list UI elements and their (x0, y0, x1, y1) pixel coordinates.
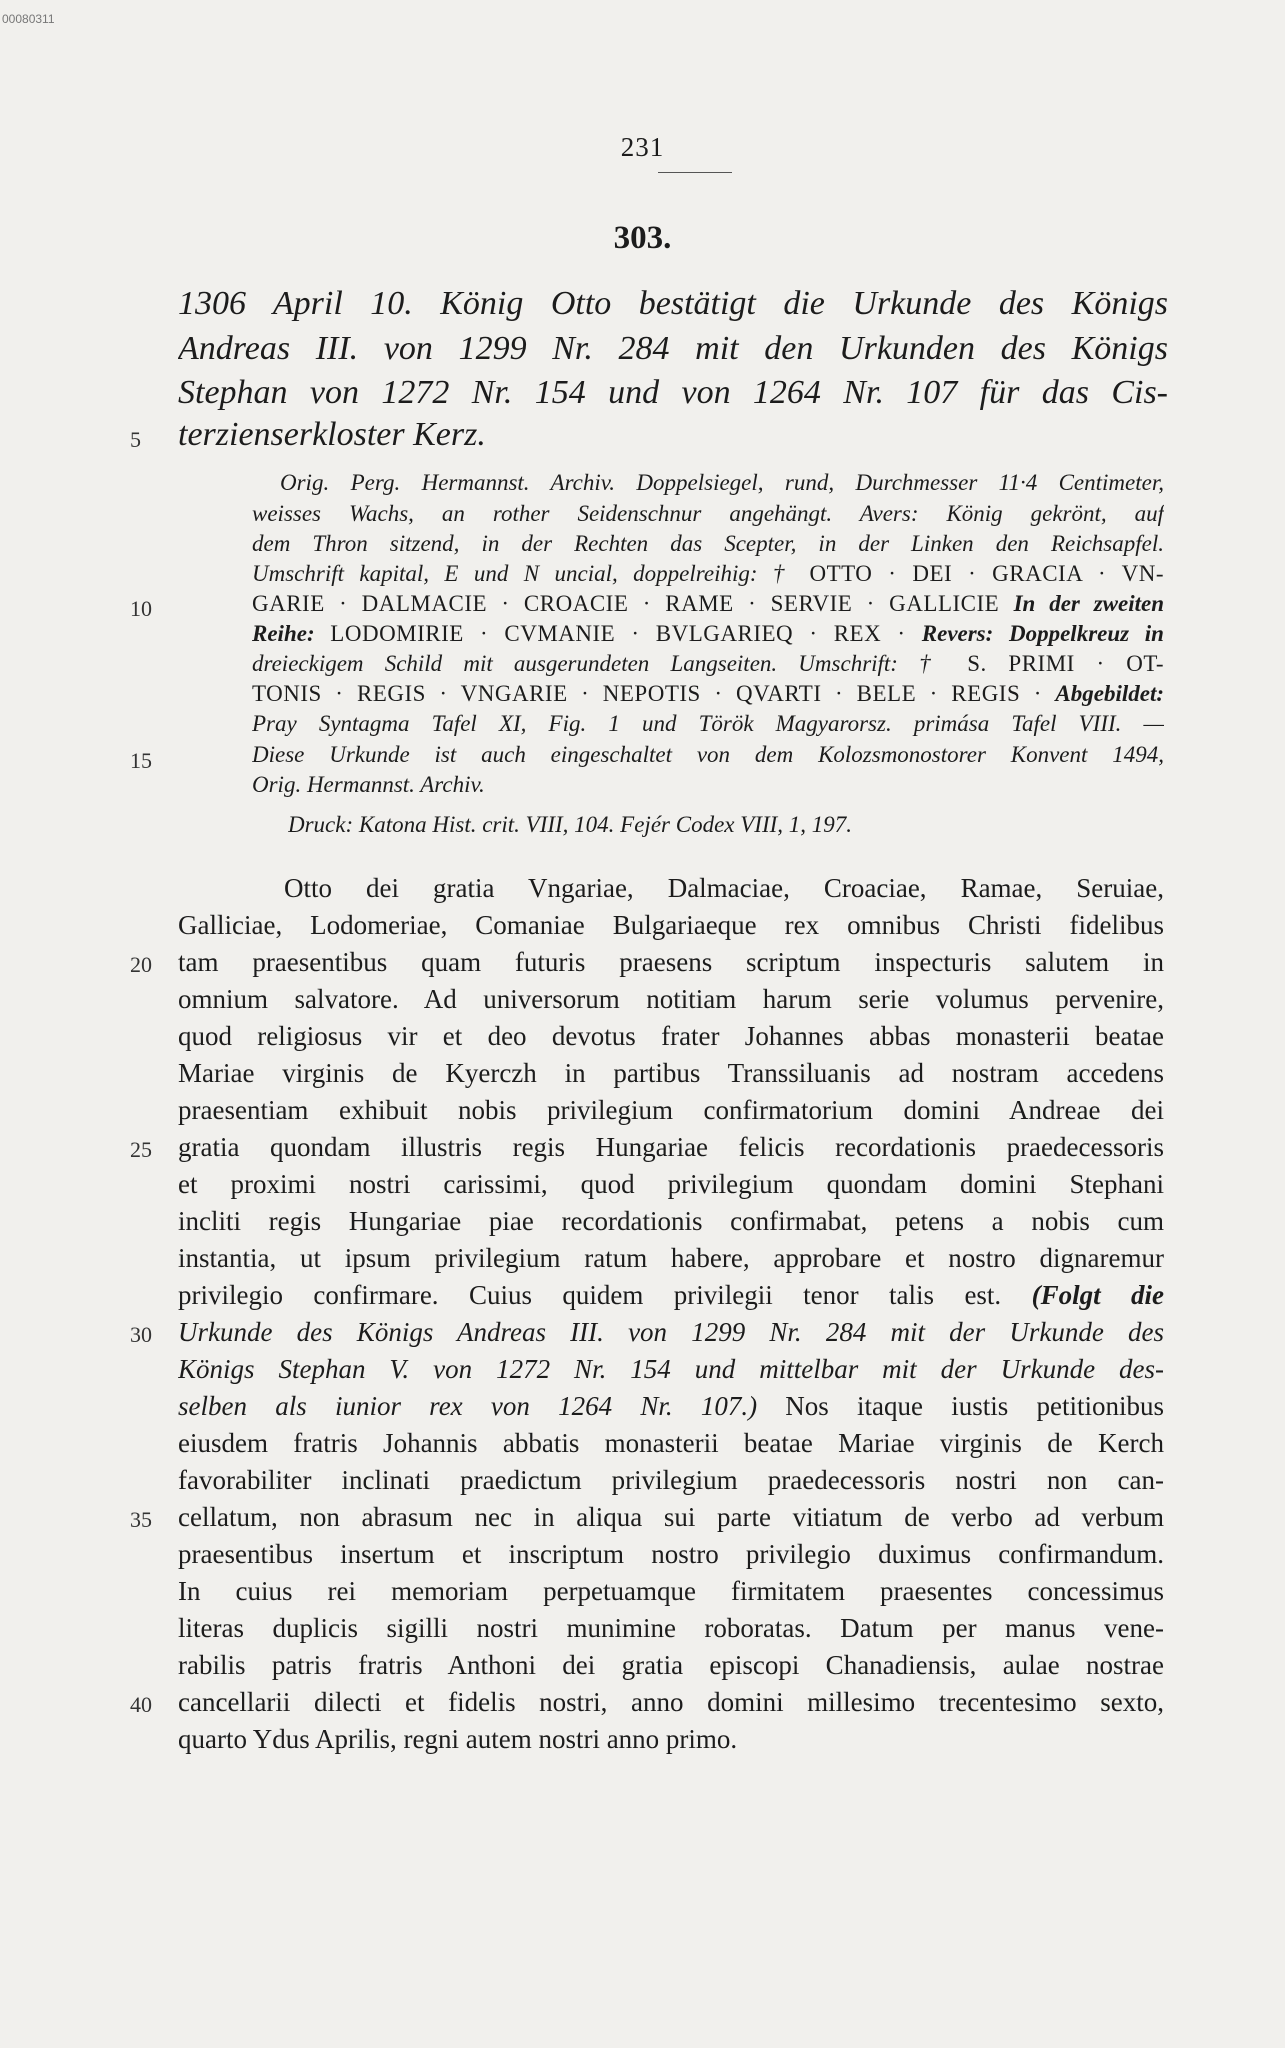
body-line: praesentibus insertum et inscriptum nostro privilegio duximus confirmandum. (178, 1539, 1164, 1569)
note-line (252, 561, 1164, 587)
body-line: eiusdem fratris Johannis abbatis monasterii beatae Mariae virginis de Kerch (178, 1428, 1164, 1458)
body-line: instantia, ut ipsum privilegium ratum habere, approbare et nostro dignaremur (178, 1243, 1164, 1273)
scan-id: 00080311 (2, 12, 55, 26)
body-text: privilegio confirmare. Cuius quidem privilegii tenor talis est. (178, 1280, 1032, 1310)
editorial-note: selben als iunior rex von 1264 Nr. 107.) (178, 1391, 758, 1421)
line-number: 40 (130, 1692, 152, 1717)
body-line: Urkunde des Königs Andreas III. von 1299 Nr. 284 mit der Urkunde des (178, 1317, 1164, 1347)
body-line: cellatum, non abrasum nec in aliqua sui parte vitiatum de verbo ad verbum (178, 1502, 1164, 1532)
seal-inscription: TONIS · REGIS · VNGARIE · NEPOTIS · QVARTI · BELE · REGIS · (252, 681, 1056, 706)
body-line: literas duplicis sigilli nostri munimine roboratas. Datum per manus vene- (178, 1613, 1164, 1643)
body-line: praesentiam exhibuit nobis privilegium confirmatorium domini Andreae dei (178, 1095, 1164, 1125)
note-text: Revers: Doppelkreuz in (921, 621, 1164, 646)
body-line: Galliciae, Lodomeriae, Comaniae Bulgariaeque rex omnibus Christi fidelibus (178, 910, 1164, 940)
line-number: 25 (130, 1137, 152, 1162)
note-text: Umschrift kapital, E und N uncial, doppelreihig: † (252, 561, 810, 586)
body-text: Nos itaque iustis petitionibus (757, 1391, 1164, 1421)
page-number: 231 (620, 132, 665, 162)
regest-line: terzienserkloster Kerz. (178, 416, 486, 453)
seal-inscription: LODOMIRIE · CVMANIE · BVLGARIEQ · REX · (330, 621, 922, 646)
note-line (252, 621, 1164, 647)
body-line (178, 1391, 1164, 1422)
note-text: In der zweiten (1013, 591, 1164, 616)
line-number: 35 (130, 1507, 152, 1532)
body-line: cancellarii dilecti et fidelis nostri, anno domini millesimo trecentesimo sexto, (178, 1687, 1164, 1717)
line-number: 5 (130, 427, 141, 452)
note-line: dem Thron sitzend, in der Rechten das Scepter, in der Linken den Reichsapfel. (252, 531, 1164, 556)
body-line: omnium salvatore. Ad universorum notitiam harum serie volumus pervenire, (178, 984, 1164, 1014)
seal-inscription: S. PRIMI · OT- (967, 651, 1164, 676)
page-number-rule (658, 172, 732, 173)
note-text: dreieckigem Schild mit ausgerundeten Langseiten. Umschrift: † (252, 651, 968, 676)
body-line: favorabiliter inclinati praedictum privilegium praedecessoris nostri non can- (178, 1465, 1164, 1495)
body-line: quarto Ydus Aprilis, regni autem nostri anno primo. (178, 1724, 738, 1754)
body-line: In cuius rei memoriam perpetuamque firmitatem praesentes concessimus (178, 1576, 1164, 1606)
print-reference: Druck: Katona Hist. crit. VIII, 104. Fejér Codex VIII, 1, 197. (288, 812, 853, 837)
body-line: Königs Stephan V. von 1272 Nr. 154 und mittelbar mit der Urkunde des- (178, 1354, 1164, 1384)
note-line (252, 591, 1164, 617)
body-line: rabilis patris fratris Anthoni dei gratia episcopi Chanadiensis, aulae nostrae (178, 1650, 1164, 1680)
note-line (252, 651, 1164, 677)
note-line: Pray Syntagma Tafel XI, Fig. 1 und Török Magyarorsz. primása Tafel VIII. — (252, 711, 1164, 736)
regest-line: Andreas III. von 1299 Nr. 284 mit den Urkunden des Königs (178, 330, 1168, 367)
body-line: Mariae virginis de Kyerczh in partibus Transsiluanis ad nostram accedens (178, 1058, 1164, 1088)
line-number: 20 (130, 952, 152, 977)
body-line: gratia quondam illustris regis Hungariae felicis recordationis praedecessoris (178, 1132, 1164, 1162)
body-line: et proximi nostri carissimi, quod privilegium quondam domini Stephani (178, 1169, 1164, 1199)
editorial-note: (Folgt die (1031, 1280, 1164, 1310)
line-number: 10 (130, 596, 152, 621)
note-line: weisses Wachs, an rother Seidenschnur angehängt. Avers: König gekrönt, auf (252, 501, 1164, 526)
regest-line: 1306 April 10. König Otto bestätigt die Urkunde des Königs (178, 285, 1168, 322)
seal-inscription: OTTO · DEI · GRACIA · VN- (809, 561, 1164, 586)
line-number: 30 (130, 1322, 152, 1347)
note-line: Diese Urkunde ist auch eingeschaltet von dem Kolozsmonostorer Konvent 1494, (252, 742, 1164, 767)
note-line: Orig. Hermannst. Archiv. (252, 772, 485, 797)
document-number: 303. (613, 220, 672, 256)
body-line: incliti regis Hungariae piae recordationis confirmabat, petens a nobis cum (178, 1206, 1164, 1236)
note-line (252, 681, 1164, 707)
note-text: Reihe: (252, 621, 331, 646)
body-line: quod religiosus vir et deo devotus frater Johannes abbas monasterii beatae (178, 1021, 1164, 1051)
note-text: Abgebildet: (1055, 681, 1164, 706)
body-line: tam praesentibus quam futuris praesens scriptum inspecturis salutem in (178, 947, 1164, 977)
body-line (178, 1280, 1164, 1311)
note-line: Orig. Perg. Hermannst. Archiv. Doppelsiegel, rund, Durchmesser 11·4 Centimeter, (280, 470, 1164, 495)
body-line: Otto dei gratia Vngariae, Dalmaciae, Croaciae, Ramae, Seruiae, (284, 873, 1164, 903)
line-number: 15 (130, 748, 152, 773)
seal-inscription: GARIE · DALMACIE · CROACIE · RAME · SERVIE · GALLICIE (252, 591, 1014, 616)
regest-line: Stephan von 1272 Nr. 154 und von 1264 Nr. 107 für das Cis- (178, 374, 1168, 411)
